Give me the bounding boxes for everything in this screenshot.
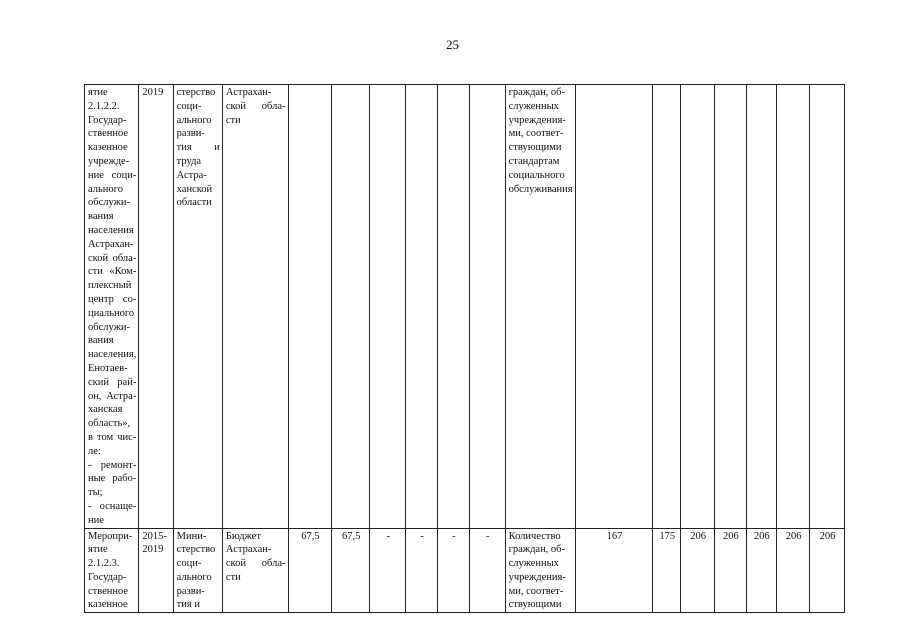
amount-cell: - (469, 528, 505, 613)
indicator-value-cell: 175 (653, 528, 681, 613)
measure-name-cell-line: вания (88, 211, 114, 223)
amount-cell (370, 85, 406, 529)
funding-source-cell-line: сти (225, 114, 241, 126)
measure-name-cell-line: обслужи- (88, 321, 130, 333)
indicator-value-cell: 206 (746, 528, 777, 613)
measure-name-cell (85, 85, 139, 529)
indicator-cell-line: ствующими (508, 142, 562, 154)
funding-source-cell-line: ской обла- (225, 100, 286, 112)
measure-name-cell-line: казенное (88, 142, 128, 154)
indicator-cell-line: учреждения- (508, 114, 566, 126)
amount-cell: - (437, 528, 469, 613)
period-cell-line: 2019 (142, 544, 164, 556)
executor-cell-line: Мини- (176, 530, 207, 542)
executor-cell-line: Астра- (176, 169, 207, 181)
funding-source-cell-line: ской обла- (225, 558, 286, 570)
measure-name-cell-line: казенное (88, 599, 128, 611)
measure-name-cell-line: 2.1.2.3. (88, 558, 120, 570)
indicator-cell-line: граждан, об- (508, 544, 566, 556)
period-cell (139, 85, 173, 529)
measure-name-cell-line: 2.1.2.2. (88, 100, 120, 112)
executor-cell (173, 528, 222, 613)
indicator-cell-line: граждан, об- (508, 87, 566, 98)
executor-cell-line: разви- (176, 585, 205, 597)
indicator-value-cell (746, 85, 777, 529)
funding-source-cell-line: Астрахан- (225, 87, 272, 98)
funding-source-cell (222, 85, 288, 529)
measure-name-cell-line: плексный (88, 280, 132, 292)
executor-cell-line: стерство (176, 544, 216, 556)
measure-name-cell-line: циального (88, 307, 135, 319)
funding-source-cell-line: Астрахан- (225, 544, 272, 556)
measure-name-cell (85, 528, 139, 613)
measure-name-cell-line: ты; (88, 487, 103, 499)
measure-name-cell-line: ального (88, 183, 123, 195)
measure-name-cell-line: ственное (88, 585, 129, 597)
indicator-value-cell: 206 (777, 528, 810, 613)
executor-cell (173, 85, 222, 529)
indicator-value-cell (715, 85, 746, 529)
measure-name-cell-line: центр со- (88, 293, 137, 305)
executor-cell-line: тия и (176, 599, 200, 611)
amount-cell: - (406, 528, 437, 613)
measure-name-cell-line: учрежде- (88, 155, 130, 167)
amount-cell (406, 85, 437, 529)
executor-cell-line: области (176, 197, 212, 209)
amount-cell: - (370, 528, 406, 613)
executor-cell-line: ального (176, 571, 212, 583)
executor-cell-line: ханской (176, 183, 213, 195)
measure-name-cell-line: - оснаще- (88, 500, 137, 512)
page-number: 25 (446, 37, 459, 52)
measure-name-cell-line: ятие (88, 544, 108, 556)
measure-name-cell-line: Меропри- (88, 530, 133, 542)
measure-name-cell-line: ской обла- (88, 252, 137, 264)
measure-name-cell-line: вания (88, 335, 114, 347)
amount-cell (332, 85, 370, 529)
indicator-value-cell: 167 (575, 528, 653, 613)
measure-name-cell-line: населения, (88, 349, 137, 361)
indicator-value-cell: 206 (681, 528, 715, 613)
measure-name-cell-line: сти «Ком- (88, 266, 137, 278)
executor-cell-line: тия и (176, 142, 220, 154)
table-row (85, 528, 905, 613)
measure-name-cell-line: обслужи- (88, 197, 130, 209)
executor-cell-line: ального (176, 114, 212, 126)
amount-cell: 67,5 (332, 528, 370, 613)
indicator-cell-line: ствующими (508, 599, 562, 611)
measure-name-cell-line: область», (88, 418, 131, 430)
measure-name-cell-line: ные рабо- (88, 473, 137, 485)
measure-name-cell-line: ле: (88, 445, 101, 457)
amount-cell (469, 85, 505, 529)
measure-name-cell-line: Енотаев- (88, 362, 128, 374)
program-table (84, 84, 905, 613)
indicator-value-cell (810, 85, 845, 529)
period-cell-line: 2019 (142, 87, 164, 98)
measure-name-cell-line: Государ- (88, 571, 127, 583)
measure-name-cell-line: Астрахан- (88, 238, 134, 250)
indicator-cell-line: служенных (508, 558, 559, 570)
measure-name-cell-line: Государ- (88, 114, 127, 126)
measure-name-cell-line: ский рай- (88, 376, 137, 388)
measure-name-cell-line: он, Астра- (88, 390, 137, 402)
executor-cell-line: стерство (176, 87, 216, 98)
indicator-value-cell: 206 (715, 528, 746, 613)
measure-name-cell-line: населения (88, 224, 134, 236)
indicator-cell-line: обслуживания (508, 183, 573, 195)
indicator-cell-line: Количество (508, 530, 561, 542)
executor-cell-line: соци- (176, 558, 202, 570)
indicator-cell (505, 528, 575, 613)
indicator-cell (505, 85, 575, 529)
table-row (85, 85, 905, 529)
indicator-value-cell (681, 85, 715, 529)
period-cell (139, 528, 173, 613)
executor-cell-line: соци- (176, 100, 202, 112)
indicator-value-cell: 206 (810, 528, 845, 613)
indicator-cell-line: ми, соответ- (508, 128, 564, 140)
indicator-cell-line: стандартам (508, 155, 560, 167)
indicator-cell-line: ми, соответ- (508, 585, 564, 597)
indicator-cell-line: социального (508, 169, 565, 181)
executor-cell-line: труда (176, 155, 202, 167)
indicator-cell-line: учреждения- (508, 571, 566, 583)
measure-name-cell-line: ственное (88, 128, 129, 140)
period-cell-line: 2015- (142, 530, 167, 542)
measure-name-cell-line: ние соци- (88, 169, 137, 181)
amount-cell (437, 85, 469, 529)
measure-name-cell-line: в том чис- (88, 431, 137, 443)
measure-name-cell-line: - ремонт- (88, 459, 137, 471)
indicator-value-cell (653, 85, 681, 529)
indicator-value-cell (777, 85, 810, 529)
funding-source-cell-line: сти (225, 571, 241, 583)
amount-cell: 67,5 (288, 528, 332, 613)
executor-cell-line: разви- (176, 128, 205, 140)
measure-name-cell-line: ятие (88, 87, 108, 98)
funding-source-cell-line: Бюджет (225, 530, 261, 542)
indicator-value-cell (575, 85, 653, 529)
indicator-cell-line: служенных (508, 100, 559, 112)
funding-source-cell (222, 528, 288, 613)
measure-name-cell-line: ние (88, 514, 104, 526)
amount-cell (288, 85, 332, 529)
measure-name-cell-line: ханская (88, 404, 123, 416)
